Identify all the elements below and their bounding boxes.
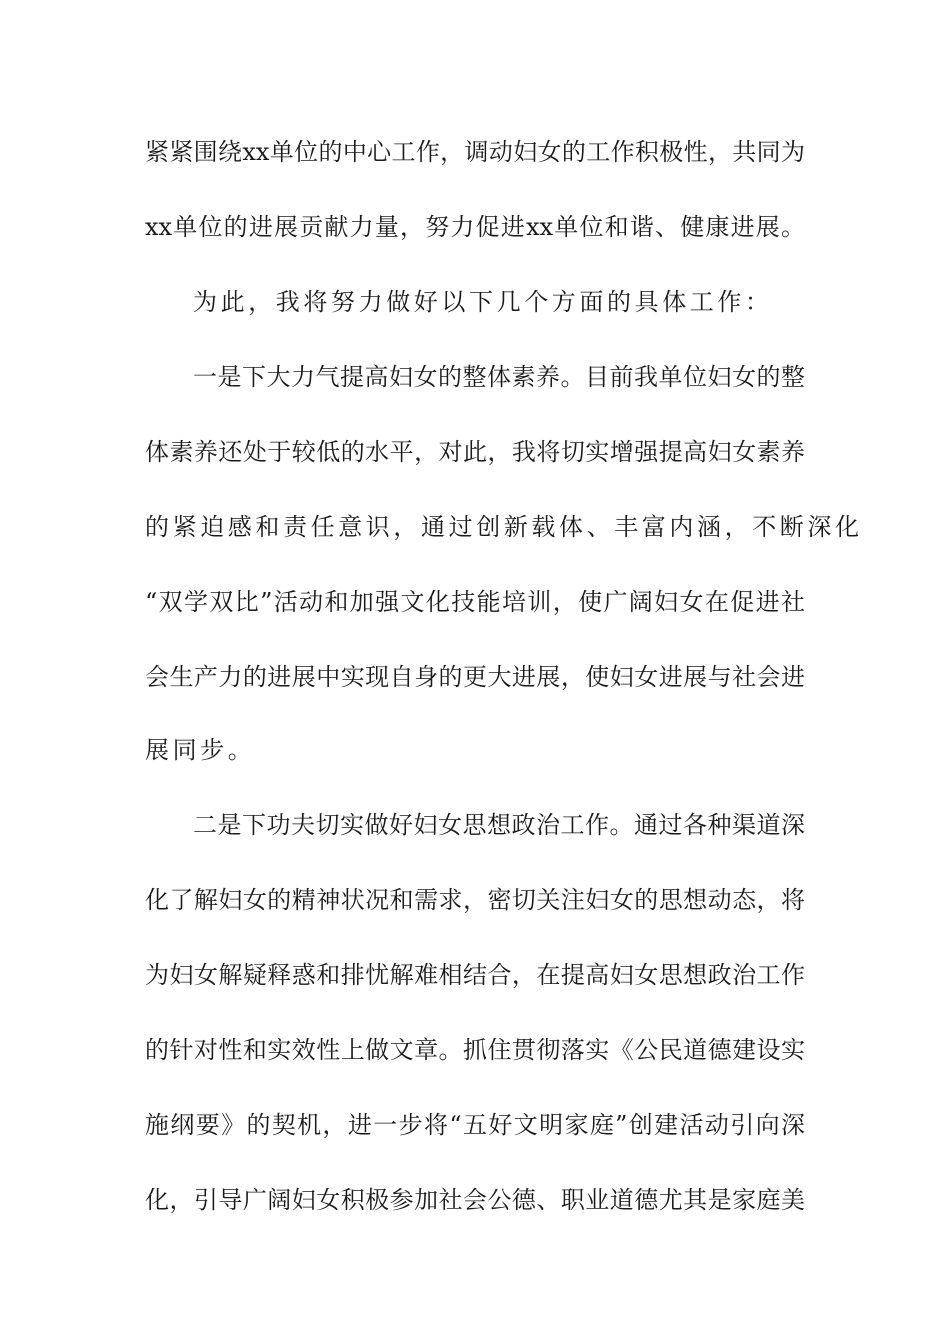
text-line: 的针对性和实效性上做文章。抓住贯彻落实《公民道德建设实	[145, 1036, 805, 1064]
text-line: 紧紧围绕xx单位的中心工作，调动妇女的工作积极性，共同为	[145, 138, 805, 166]
text-line: 的紧迫感和责任意识，通过创新载体、丰富内涵，不断深化	[145, 513, 863, 541]
text-line: xx单位的进展贡献力量，努力促进xx单位和谐、健康进展。	[145, 213, 805, 241]
text-line: 为妇女解疑释惑和排忧解难相结合，在提高妇女思想政治工作	[145, 961, 805, 989]
text-line: 施纲要》的契机，进一步将“五好文明家庭”创建活动引向深	[145, 1111, 805, 1139]
text-line: 体素养还处于较低的水平，对此，我将切实增强提高妇女素养	[145, 438, 805, 466]
text-line: 二是下功夫切实做好妇女思想政治工作。通过各种渠道深	[193, 811, 805, 839]
text-line: 化了解妇女的精神状况和需求，密切关注妇女的思想动态，将	[145, 886, 805, 914]
text-line: “双学双比”活动和加强文化技能培训，使广阔妇女在促进社	[145, 588, 805, 616]
text-line: 展同步。	[145, 736, 256, 764]
text-line: 一是下大力气提高妇女的整体素养。目前我单位妇女的整	[193, 363, 805, 391]
text-line: 会生产力的进展中实现自身的更大进展，使妇女进展与社会进	[145, 663, 805, 691]
text-line: 化，引导广阔妇女积极参加社会公德、职业道德尤其是家庭美	[145, 1186, 805, 1214]
text-line: 为此，我将努力做好以下几个方面的具体工作：	[193, 288, 773, 316]
